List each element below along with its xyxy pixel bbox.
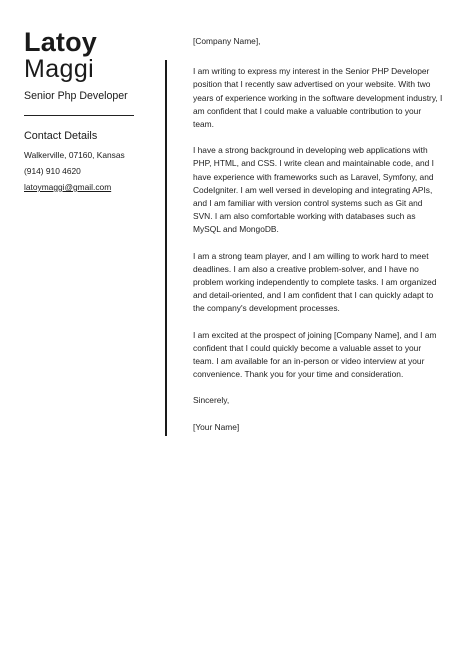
first-name: Latoy: [24, 27, 98, 57]
vertical-divider: [165, 60, 167, 436]
sidebar: [24, 28, 144, 195]
contact-email-link[interactable]: latoymaggi@gmail.com: [24, 182, 112, 192]
job-title: Senior Php Developer: [24, 90, 128, 102]
contact-phone: (914) 910 4620: [24, 166, 81, 176]
letter-paragraph: I am writing to express my interest in the Senior PHP Developer position that I recently saw advertised on your website. With two years of experience working in the software development industry, I am confident that I could make a valuable contribution to your team.: [193, 66, 443, 130]
letter-paragraph: I am a strong team player, and I am willing to work hard to meet deadlines. I am also a creative problem-solver, and I have no problem working independently to complete tasks. I am organized and detail-oriented, and I am confident that I can quickly adapt to the company's development processes.: [193, 250, 437, 314]
signature: [Your Name]: [193, 421, 240, 432]
salutation: [Company Name],: [193, 36, 261, 46]
closing: Sincerely,: [193, 395, 230, 406]
letter-paragraph: I have a strong background in developing web applications with PHP, HTML, and CSS. I write clean and maintainable code, and I have experience with frameworks such as Laravel, Symfony, and CodeIgniter. I am well versed in developing and integrating APIs, and I am familiar with version control systems such as Git and SVN. I am also comfortable working with databases such as MySQL and MongoDB.: [193, 145, 434, 235]
contact-list: [24, 147, 144, 195]
letter-paragraph: I am excited at the prospect of joining [Company Name], and I am confident that I could quickly become a valuable asset to your team. I am available for an in-person or video interview at your convenience. Thank you for your time and consideration.: [193, 329, 437, 380]
contact-heading: Contact Details: [24, 130, 98, 142]
last-name: Maggi: [24, 55, 95, 83]
letter-body: [193, 35, 443, 447]
name-divider: [24, 115, 134, 116]
contact-address: Walkerville, 07160, Kansas: [24, 150, 125, 160]
